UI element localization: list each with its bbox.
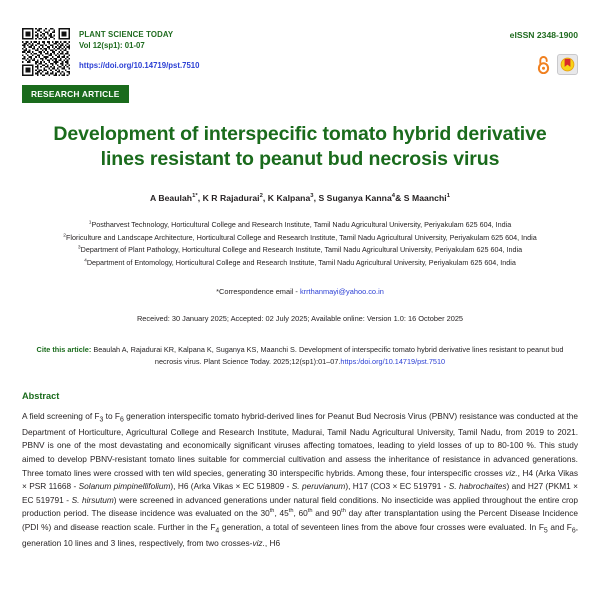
article-type-badge: RESEARCH ARTICLE [22,85,129,103]
affiliation-item: $^1$Postharvest Technology, Horticultural College and Research Institute, Tamil Nadu Agricultural University, Periyakulam 625 604, India [88,219,512,229]
affiliation-item: $^4$Department of Entomology, Horticultural College and Research Institute, Tamil Nadu Agricultural University, Periyakulam 625 604, India [84,258,516,268]
page-title: Development of interspecific tomato hybrid derivative lines resistant to peanut bud necrosis virus [53,123,547,171]
citation-doi-link[interactable]: https:/doi.org/10.14719/pst.7510 [340,357,446,367]
affiliation-marker: 2 [63,233,66,239]
correspondence-line [22,287,578,296]
journal-meta [79,28,199,75]
header-badges [510,54,578,75]
affiliation-marker: 4 [84,258,87,264]
affiliation-item: $^2$Floriculture and Landscape Architecture, Horticultural College and Research Institute, Tamil Nadu Agricultural University, Periyakulam 625 604, India [63,232,537,242]
publication-dates: Received: 30 January 2025; Accepted: 02 July 2025; Available online: Version 1.0: 16 October 2025 [136,313,464,323]
author-list: A Beaulah$^{1*}$, K R Rajadurai$^2$, K Kalpana$^3$, S Suganya Kanna$^4$& S Maanchi$^1$ [149,192,451,203]
abstract-text: A field screening of $F_3$ to $F_6$ generation interspecific tomato hybrid-derived lines for Peanut Bud Necrosis Virus (PBNV) resistance was conducted at the Department of Horticulture, Agricultural College and Research Institute, Madurai, Tamil Nadu Agricultural University, Tamil Nadu, from 2019 to 2021. PBNV is one of the most devastating and economically significant viruses affecting tomatoes, leading to yield losses of up to 80-100 %. This study aimed to develop PBNV-resistant tomato lines suitable for commercial cultivation and assess the inheritance of resistance in advanced generations. Three tomato lines were crossed with ten wild species, generating 30 interspecific hybrids. Among these, four interspecific crosses viz., H4 (Arka Vikas × PSR 11668 - Solanum pimpinellifolium), H6 (Arka Vikas × EC 519809 - S. peruvianum), H17 (CO3 × EC 519791 - S. habrochaites) and H27 (PKM1 × EC 519791 - S. hirsutum) were screened in advanced generations under natural field conditions. No insecticide was applied throughout the entire crop production period. The disease incidence was evaluated on the 30th, 45th, 60th and 90th day after transplantation using the Percent Disease Incidence (PDI %) and disease reaction scale. Further in the $F_4$ generation, a total of seventeen lines from the above four crosses were evaluated. In $F_5$ and $F_6$, generation 10 lines and 3 lines, respectively, from two crosses-viz., H6 [22,411,579,548]
header-right-group [510,28,578,75]
author-affiliation-marker: 1 [446,192,451,199]
correspondence-label: *Correspondence email - [216,286,298,296]
author-affiliation-marker: 4 [391,192,396,199]
journal-logo-icon [557,54,578,75]
correspondence-email-link[interactable]: krrthanmayi@yahoo.co.in [299,286,384,296]
affiliation-item: $^3$Department of Plant Pathology, Horticultural College and Research Institute, Tamil Nadu Agricultural University, Periyakulam 625 604, India [77,245,523,255]
qr-code-icon [22,28,70,76]
journal-doi-link[interactable]: https://doi.org/10.14719/pst.7510 [79,60,200,70]
journal-name: PLANT SCIENCE TODAY [79,30,174,39]
abstract-section [22,391,578,550]
author-affiliation-marker: 3 [310,192,314,199]
journal-volume: Vol 12(sp1): 01-07 [79,41,145,51]
header-left-group [22,28,199,76]
affiliation-marker: 3 [77,245,81,251]
eissn-label: eISSN 2348-1900 [509,30,578,40]
affiliation-marker: 1 [88,220,92,226]
author-affiliation-marker: 2 [259,192,263,199]
open-access-lock-icon [537,55,550,74]
cite-this-article-label: Cite this article: [36,344,92,354]
citation-text: Beaulah A, Rajadurai KR, Kalpana K, Suganya KS, Maanchi S. Development of interspecific tomato hybrid derivative lines resistant to peanut bud necrosis virus. Plant Science Today. 2025;12(sp1):01–07. [93,344,564,367]
abstract-heading: Abstract [22,391,60,402]
page-header [22,0,578,76]
author-affiliation-marker: 1* [192,192,198,199]
citation-block [36,344,564,369]
affiliation-list [22,219,578,270]
